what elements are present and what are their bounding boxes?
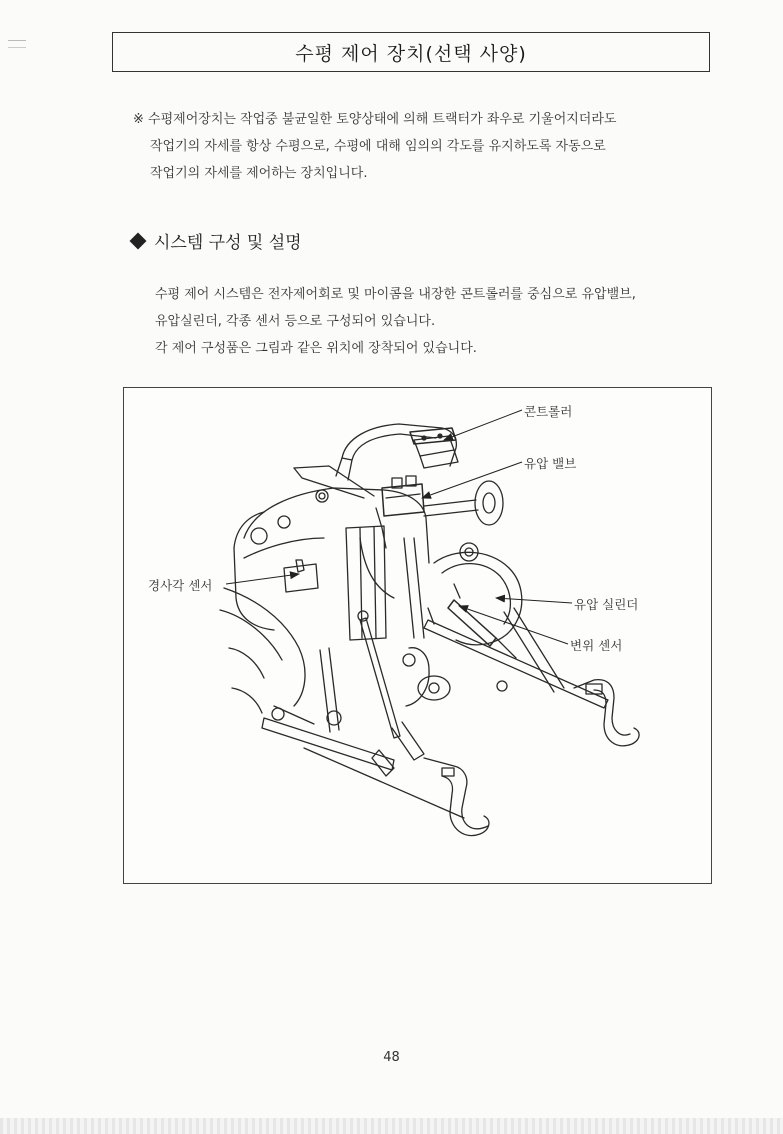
callout-controller: 콘트롤러 (524, 404, 573, 419)
description-line-1: 수평 제어 시스템은 전자제어회로 및 마이콤을 내장한 콘트롤러를 중심으로 유압밸브, (155, 287, 636, 302)
callout-hydraulic-valve: 유압 밸브 (524, 456, 577, 471)
page-number: 48 (383, 1050, 400, 1065)
scan-artifact (8, 40, 26, 41)
callout-hydraulic-cylinder: 유압 실린더 (574, 597, 639, 612)
page-title (112, 32, 710, 72)
page-title-text: 수평 제어 장치(선택 사양) (295, 42, 527, 65)
tractor-hitch-illustration (124, 388, 711, 883)
callout-displacement-sensor: 변위 센서 (570, 638, 623, 653)
diamond-bullet-icon (130, 232, 147, 249)
callout-tilt-sensor: 경사각 센서 (148, 578, 213, 593)
intro-note (133, 110, 733, 191)
section-heading (132, 228, 302, 253)
intro-line-3: 작업기의 자세를 제어하는 장치입니다. (150, 166, 368, 181)
scan-edge-artifact (0, 1118, 783, 1134)
section-description (155, 285, 735, 366)
intro-line-1: ※ 수평제어장치는 작업중 불균일한 토양상태에 의해 트랙터가 좌우로 기울어지더라도 (133, 112, 617, 127)
scan-artifact (8, 47, 26, 48)
description-line-3: 각 제어 구성품은 그림과 같은 위치에 장착되어 있습니다. (155, 341, 477, 356)
section-heading-text: 시스템 구성 및 설명 (154, 233, 302, 253)
intro-line-2: 작업기의 자세를 항상 수평으로, 수평에 대해 임의의 각도를 유지하도록 자동으로 (150, 139, 606, 154)
description-line-2: 유압실린더, 각종 센서 등으로 구성되어 있습니다. (155, 314, 436, 329)
system-diagram (123, 387, 712, 884)
